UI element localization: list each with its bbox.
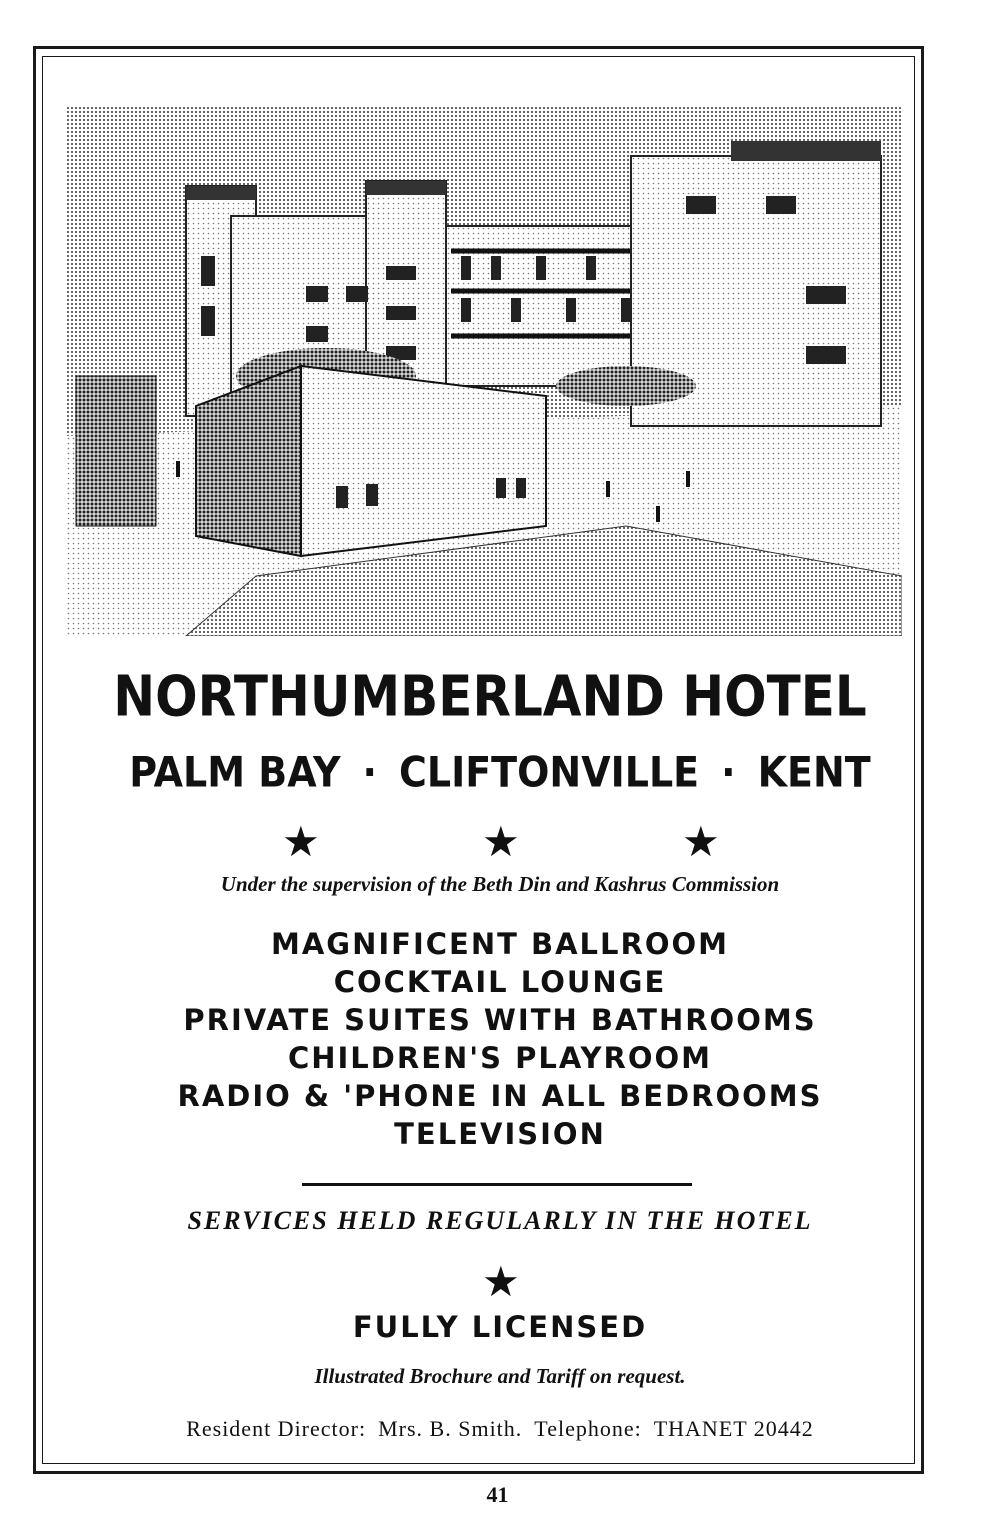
- star-icon: ★: [282, 817, 320, 866]
- feature-item: RADIO & 'PHONE IN ALL BEDROOMS: [177, 1079, 823, 1113]
- hotel-illustration: [66, 106, 902, 636]
- services-note: SERVICES HELD REGULARLY IN THE HOTEL: [187, 1206, 813, 1235]
- location-kent: KENT: [757, 748, 871, 797]
- supervision-note: Under the supervision of the Beth Din and Kashrus Commission: [220, 872, 780, 896]
- director-name: Mrs. B. Smith.: [378, 1416, 523, 1441]
- location-cliftonville: CLIFTONVILLE: [398, 748, 700, 797]
- features-list: [60, 925, 940, 1153]
- hotel-location: [60, 748, 940, 796]
- contact-line: [60, 1416, 940, 1442]
- telephone-number: THANET 20442: [653, 1416, 814, 1441]
- star-icon: ★: [482, 1257, 520, 1306]
- feature-item: TELEVISION: [394, 1117, 606, 1151]
- star-row: [0, 1252, 995, 1312]
- hotel-name: NORTHUMBERLAND HOTEL: [113, 664, 867, 729]
- director-label: Resident Director:: [186, 1416, 367, 1441]
- location-separator: ·: [362, 748, 377, 797]
- licensed-note: FULLY LICENSED: [352, 1310, 648, 1344]
- star-icon: ★: [682, 817, 720, 866]
- telephone-label: Telephone:: [534, 1416, 642, 1441]
- brochure-note: Illustrated Brochure and Tariff on request.: [314, 1364, 686, 1388]
- page-number: 41: [486, 1482, 509, 1507]
- feature-item: PRIVATE SUITES WITH BATHROOMS: [183, 1003, 817, 1037]
- star-row: [0, 812, 995, 872]
- star-icon: ★: [482, 817, 520, 866]
- feature-item: MAGNIFICENT BALLROOM: [270, 927, 729, 961]
- location-palm-bay: PALM BAY: [129, 748, 341, 797]
- divider-rule: [302, 1183, 692, 1186]
- feature-item: CHILDREN'S PLAYROOM: [287, 1041, 713, 1075]
- feature-item: COCKTAIL LOUNGE: [333, 965, 667, 999]
- location-separator: ·: [721, 748, 736, 797]
